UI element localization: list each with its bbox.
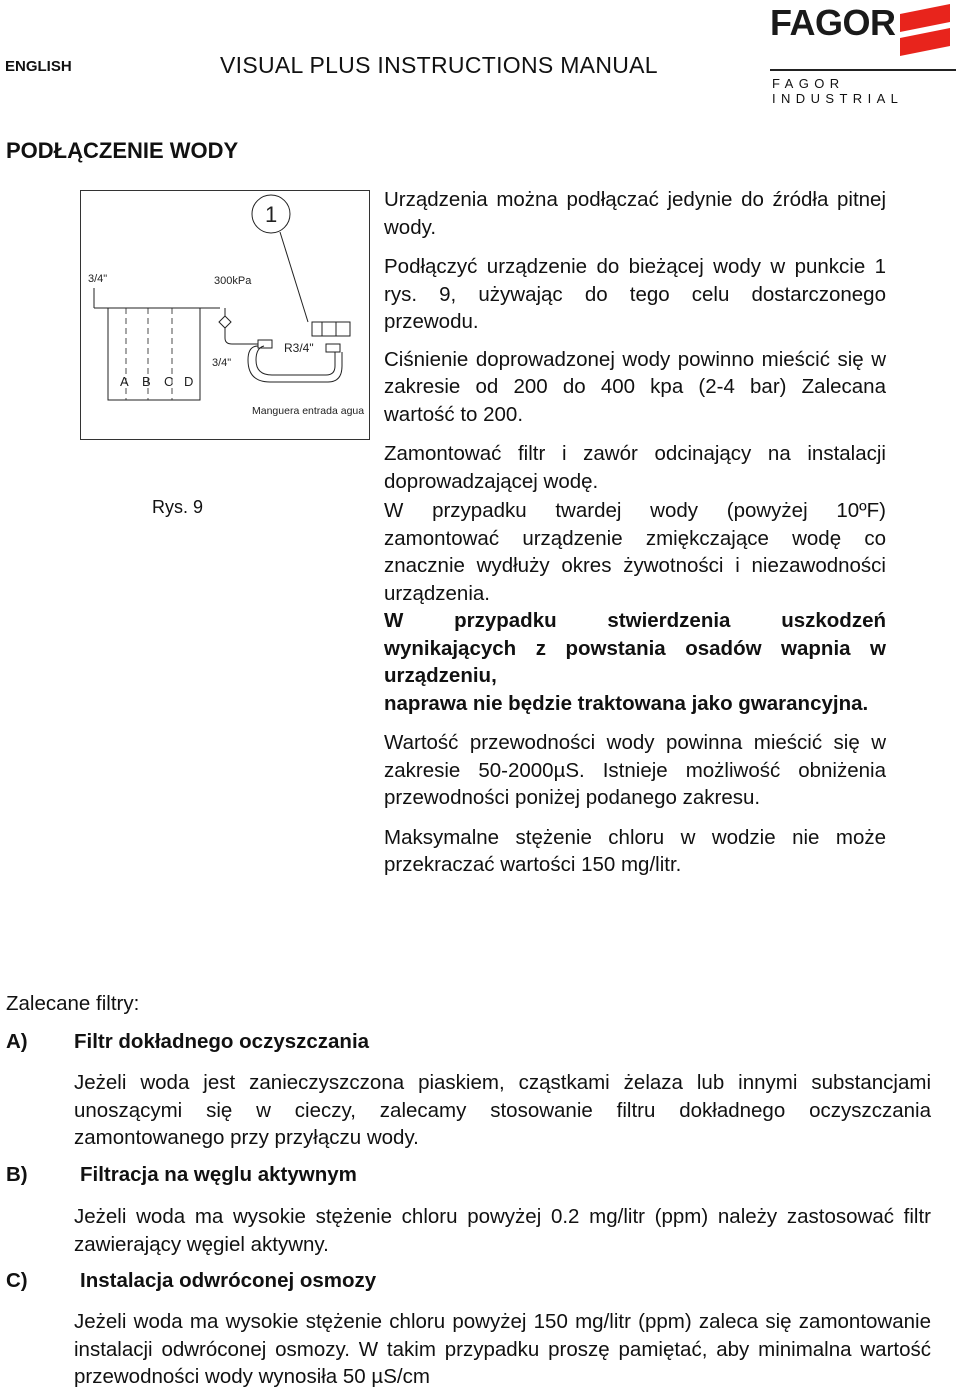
label-c: C — [164, 374, 174, 389]
filter-b-label: B) — [6, 1163, 28, 1186]
figure-number: 1 — [265, 202, 278, 227]
figure-caption: Rys. 9 — [152, 497, 204, 517]
para-filter-valve: Zamontować filtr i zawór odcinający na instalacji doprowadzającej wodę. — [384, 442, 886, 493]
filter-b-text: Jeżeli woda ma wysokie stężenie chloru powyżej 0.2 mg/litr (ppm) należy zastosować filtr zawierający węgiel aktywny. — [74, 1205, 931, 1256]
label-b: B — [142, 374, 151, 389]
label-hose: Manguera entrada agua — [252, 405, 365, 417]
label-pressure: 300kPa — [214, 275, 252, 287]
filter-c-text: Jeżeli woda ma wysokie stężenie chloru powyżej 150 mg/litr (ppm) zaleca się zamontowanie instalacji odwróconej osmozy. W takim przypadku proszę pamiętać, aby minimalna wartość przewodności wody wynosiła 50 µS/cm — [74, 1310, 931, 1388]
filter-b-title: Filtracja na węglu aktywnym — [80, 1163, 357, 1186]
para-pressure: Ciśnienie doprowadzonej wody powinno mieścić się w zakresie od 200 do 400 kpa (2-4 bar) Zalecana wartość to 200. — [384, 347, 886, 426]
logo-swoosh-icon — [890, 2, 956, 62]
para-chlorine: Maksymalne stężenie chloru w wodzie nie może przekraczać wartości 150 mg/litr. — [384, 825, 886, 876]
para-hard-water: W przypadku twardej wody (powyżej 10ºF) zamontować urządzenie zmiękczające wodę co znacznie wydłuży okres żywotności i niezawodności urządzenia. — [384, 499, 886, 605]
label-right-fitting: R3/4" — [284, 341, 314, 355]
label-d: D — [184, 374, 194, 389]
label-left-inlet: 3/4" — [88, 273, 108, 285]
filters-heading: Zalecane filtry: — [6, 992, 140, 1015]
logo-subtitle: FAGOR INDUSTRIAL — [772, 76, 904, 106]
filter-a-label: A) — [6, 1030, 28, 1053]
filter-c-label: C) — [6, 1269, 28, 1292]
para-connect: Podłączyć urządzenie do bieżącej wody w punkcie 1 rys. 9, używając do tego celu dostarczonego przewodu. — [384, 255, 886, 333]
para-warning-1: W przypadku stwierdzenia uszkodzeń wynikających z powstania osadów wapnia w urządzeniu, — [384, 609, 886, 687]
filter-a-text: Jeżeli woda jest zanieczyszczona piaskiem, cząstkami żelaza lub innymi substancjami unoszącymi się w cieczy, zalecamy stosowanie filtru dokładnego oczyszczania zamontowanego przy przyłączu wody. — [74, 1071, 931, 1149]
filter-a-title: Filtr dokładnego oczyszczania — [74, 1030, 370, 1053]
para-warning-2: naprawa nie będzie traktowana jako gwarancyjna. — [384, 691, 869, 715]
logo-wordmark: FAGOR — [770, 2, 896, 43]
fagor-logo — [770, 0, 956, 106]
label-mid-fitting: 3/4" — [212, 357, 232, 369]
label-a: A — [120, 374, 129, 389]
para-potable: Urządzenia można podłączać jedynie do źródła pitnej wody. — [384, 188, 886, 239]
manual-title: VISUAL PLUS INSTRUCTIONS MANUAL — [220, 52, 658, 78]
logo-divider — [770, 69, 956, 71]
water-connection-diagram — [80, 190, 370, 440]
para-conductivity: Wartość przewodności wody powinna mieścić się w zakresie 50-2000µS. Istnieje możliwość obniżenia przewodności poniżej podanego zakresu. — [384, 731, 886, 809]
right-column — [384, 186, 886, 879]
header-language: ENGLISH — [5, 58, 72, 75]
section-title: PODŁĄCZENIE WODY — [6, 138, 239, 163]
filter-c-title: Instalacja odwróconej osmozy — [80, 1269, 377, 1292]
